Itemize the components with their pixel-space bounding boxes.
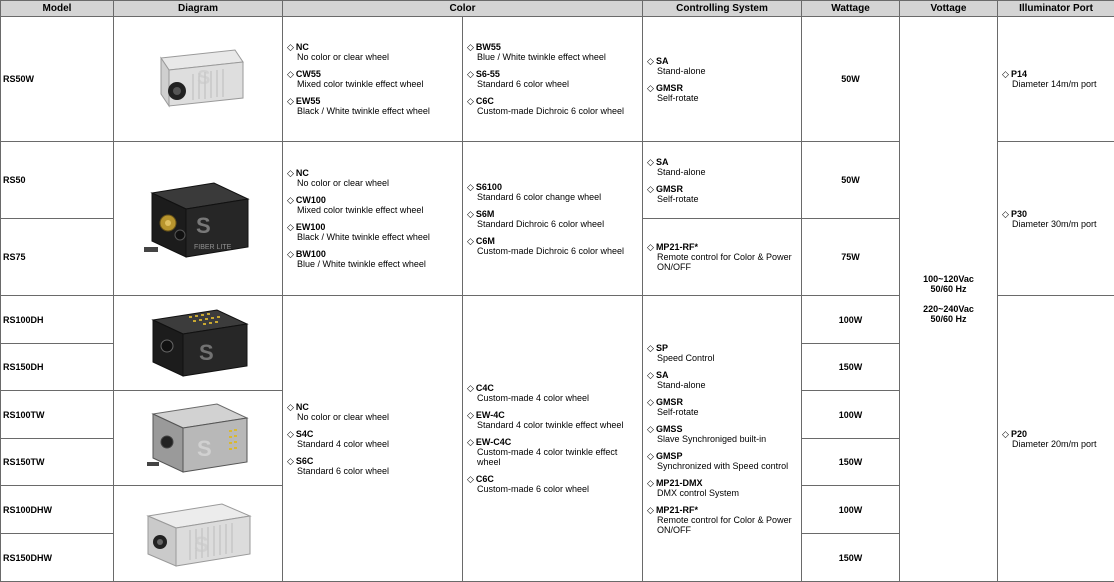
option-item [647, 505, 801, 535]
color-list-a [283, 296, 463, 582]
option-item [1002, 209, 1114, 229]
option-code: ◇ GMSS [647, 424, 801, 434]
wattage-cell: 150W [802, 439, 900, 486]
option-code: ◇ SP [647, 343, 801, 353]
watermark-text: FIBER LITE [194, 243, 232, 251]
option-code: ◇ P30 [1002, 209, 1114, 219]
header-wattage: Wattage [802, 1, 900, 17]
option-desc: Black / White twinkle effect wheel [297, 232, 430, 242]
option-item [647, 424, 801, 444]
option-desc: Standard 6 color change wheel [477, 191, 602, 202]
illuminator-dh-image [143, 302, 253, 384]
color-list-a [283, 142, 463, 296]
option-item [647, 83, 801, 103]
option-item [647, 370, 801, 390]
option-code: ◇ GMSR [647, 397, 801, 407]
color-list-b [463, 142, 643, 296]
port-cell [998, 142, 1114, 296]
option-code: ◇ P20 [1002, 429, 1114, 439]
option-code: ◇ EW55 [287, 96, 462, 106]
wattage-cell: 75W [802, 219, 900, 296]
option-desc: Standard 6 color wheel [297, 465, 390, 476]
option-code: ◇ NC [287, 402, 462, 412]
option-desc: No color or clear wheel [297, 178, 390, 188]
option-desc: Self-rotate [657, 92, 699, 103]
option-code: ◇ MP21-DMX [647, 478, 801, 488]
port-cell [998, 17, 1114, 142]
option-item [287, 402, 462, 422]
model-cell: RS150DH [1, 344, 114, 391]
option-item [467, 236, 642, 256]
option-desc: Stand-alone [657, 166, 706, 177]
header-illuminator-port: Illuminator Port [998, 1, 1114, 17]
option-code: ◇ C6C [467, 474, 642, 484]
illuminator-tw-image [143, 396, 253, 480]
option-code: ◇ C4C [467, 383, 642, 393]
header-voltage: Vottage [900, 1, 998, 17]
option-item [647, 56, 801, 76]
option-code: ◇ S6C [287, 456, 462, 466]
option-desc: Synchronized with Speed control [657, 460, 789, 471]
option-code: ◇ SA [647, 370, 801, 380]
option-item [647, 343, 801, 363]
option-code: ◇ GMSR [647, 83, 801, 93]
option-desc: Mixed color twinkle effect wheel [297, 205, 424, 215]
option-item [467, 42, 642, 62]
option-item [467, 96, 642, 116]
option-desc: Custom-made 6 color wheel [477, 484, 590, 494]
option-desc: Custom-made 4 color twinkle effect wheel [477, 447, 618, 467]
header-model: Model [1, 1, 114, 17]
control-list [643, 17, 802, 142]
option-desc: Black / White twinkle effect wheel [297, 106, 430, 116]
option-code: ◇ EW-C4C [467, 437, 642, 447]
option-desc: Standard 6 color wheel [477, 79, 570, 89]
option-desc: Speed Control [657, 352, 715, 363]
model-cell: RS75 [1, 219, 114, 296]
option-item [287, 222, 462, 242]
voltage-range: 100~120Vac [923, 274, 974, 284]
option-code: ◇ SA [647, 56, 801, 66]
option-code: ◇ P14 [1002, 69, 1114, 79]
option-code: ◇ S6-55 [467, 69, 642, 79]
option-desc: Stand-alone [657, 379, 706, 390]
option-code: ◇ NC [287, 42, 462, 52]
option-item [647, 184, 801, 204]
option-item [467, 474, 642, 494]
option-code: ◇ GMSP [647, 451, 801, 461]
option-item [467, 209, 642, 229]
option-code: ◇ BW55 [467, 42, 642, 52]
option-code: ◇ C6M [467, 236, 642, 246]
option-item [287, 96, 462, 116]
option-item [287, 69, 462, 89]
voltage-cell [900, 17, 998, 582]
illuminator-silver-image [143, 44, 253, 114]
option-desc: Diameter 20m/m port [1012, 438, 1097, 449]
option-code: ◇ S4C [287, 429, 462, 439]
option-item [647, 242, 801, 272]
model-cell: RS50W [1, 17, 114, 142]
option-item [467, 437, 642, 467]
option-item [287, 429, 462, 449]
option-code: ◇ S6M [467, 209, 642, 219]
option-item [647, 451, 801, 471]
option-code: ◇ C6C [467, 96, 642, 106]
option-code: ◇ CW100 [287, 195, 462, 205]
svg-text:S: S [197, 436, 212, 461]
wattage-cell: 150W [802, 534, 900, 582]
option-item [287, 249, 462, 269]
option-code: ◇ EW-4C [467, 410, 642, 420]
option-code: ◇ CW55 [287, 69, 462, 79]
option-code: ◇ EW100 [287, 222, 462, 232]
option-item [287, 456, 462, 476]
control-list [643, 219, 802, 296]
voltage-frequency: 50/60 Hz [930, 314, 967, 324]
option-item [287, 168, 462, 188]
option-code: ◇ MP21-RF* [647, 505, 801, 515]
header-controlling-system: Controlling System [643, 1, 802, 17]
option-code: ◇ NC [287, 168, 462, 178]
option-desc: Self-rotate [657, 193, 699, 204]
header-row [1, 1, 1114, 17]
option-desc: No color or clear wheel [297, 52, 390, 62]
option-item [287, 42, 462, 62]
illuminator-black-image [138, 173, 258, 265]
option-item [647, 478, 801, 498]
option-item [467, 410, 642, 430]
option-item [467, 182, 642, 202]
control-list [643, 142, 802, 219]
option-desc: Blue / White twinkle effect wheel [477, 52, 606, 62]
model-cell: RS100DH [1, 296, 114, 344]
option-desc: Blue / White twinkle effect wheel [297, 259, 426, 269]
voltage-frequency: 50/60 Hz [930, 284, 967, 294]
option-desc: Remote control for Color & Power ON/OFF [657, 252, 792, 272]
option-code: ◇ MP21-RF* [647, 242, 801, 252]
option-code: ◇ SA [647, 157, 801, 167]
option-desc: Standard Dichroic 6 color wheel [477, 218, 605, 229]
option-item [647, 157, 801, 177]
control-list [643, 296, 802, 582]
option-code: ◇ BW100 [287, 249, 462, 259]
diagram-cell [114, 142, 283, 296]
option-item [467, 383, 642, 403]
color-list-b [463, 17, 643, 142]
illuminator-dhw-image [138, 494, 258, 574]
svg-text:S: S [194, 531, 209, 557]
svg-text:S: S [196, 212, 211, 238]
option-desc: Stand-alone [657, 65, 706, 76]
model-cell: RS150TW [1, 439, 114, 486]
model-cell: RS100DHW [1, 486, 114, 534]
diagram-cell [114, 486, 283, 582]
wattage-cell: 100W [802, 391, 900, 439]
option-desc: Diameter 14m/m port [1012, 79, 1097, 89]
svg-text:S: S [199, 340, 214, 365]
option-item [1002, 69, 1114, 89]
model-cell: RS100TW [1, 391, 114, 439]
voltage-range: 220~240Vac [923, 304, 974, 314]
wattage-cell: 50W [802, 17, 900, 142]
model-cell: RS50 [1, 142, 114, 219]
port-cell [998, 296, 1114, 582]
option-item [467, 69, 642, 89]
option-code: ◇ S6100 [467, 182, 642, 192]
wattage-cell: 50W [802, 142, 900, 219]
diagram-cell [114, 296, 283, 391]
option-desc: Remote control for Color & Power ON/OFF [657, 514, 792, 535]
wattage-cell: 100W [802, 296, 900, 344]
option-desc: Slave Synchroniged built-in [657, 433, 767, 444]
option-item [287, 195, 462, 215]
table-row [1, 17, 1114, 142]
option-desc: Custom-made Dichroic 6 color wheel [477, 106, 625, 116]
color-list-b [463, 296, 643, 582]
option-desc: Custom-made 4 color wheel [477, 393, 590, 403]
wattage-cell: 100W [802, 486, 900, 534]
model-cell: RS150DHW [1, 534, 114, 582]
color-list-a [283, 17, 463, 142]
option-desc: No color or clear wheel [297, 411, 390, 422]
option-item [1002, 429, 1114, 449]
header-color: Color [283, 1, 643, 17]
option-item [647, 397, 801, 417]
option-desc: Standard 4 color twinkle effect wheel [477, 420, 624, 430]
wattage-cell: 150W [802, 344, 900, 391]
option-desc: Self-rotate [657, 406, 699, 417]
option-desc: Custom-made Dichroic 6 color wheel [477, 245, 625, 256]
option-desc: DMX control System [657, 487, 740, 498]
svg-text:S: S [197, 67, 211, 89]
option-desc: Mixed color twinkle effect wheel [297, 79, 424, 89]
diagram-cell [114, 17, 283, 142]
diagram-cell [114, 391, 283, 486]
option-desc: Diameter 30m/m port [1012, 218, 1097, 229]
option-code: ◇ GMSR [647, 184, 801, 194]
option-desc: Standard 4 color wheel [297, 438, 390, 449]
header-diagram: Diagram [114, 1, 283, 17]
